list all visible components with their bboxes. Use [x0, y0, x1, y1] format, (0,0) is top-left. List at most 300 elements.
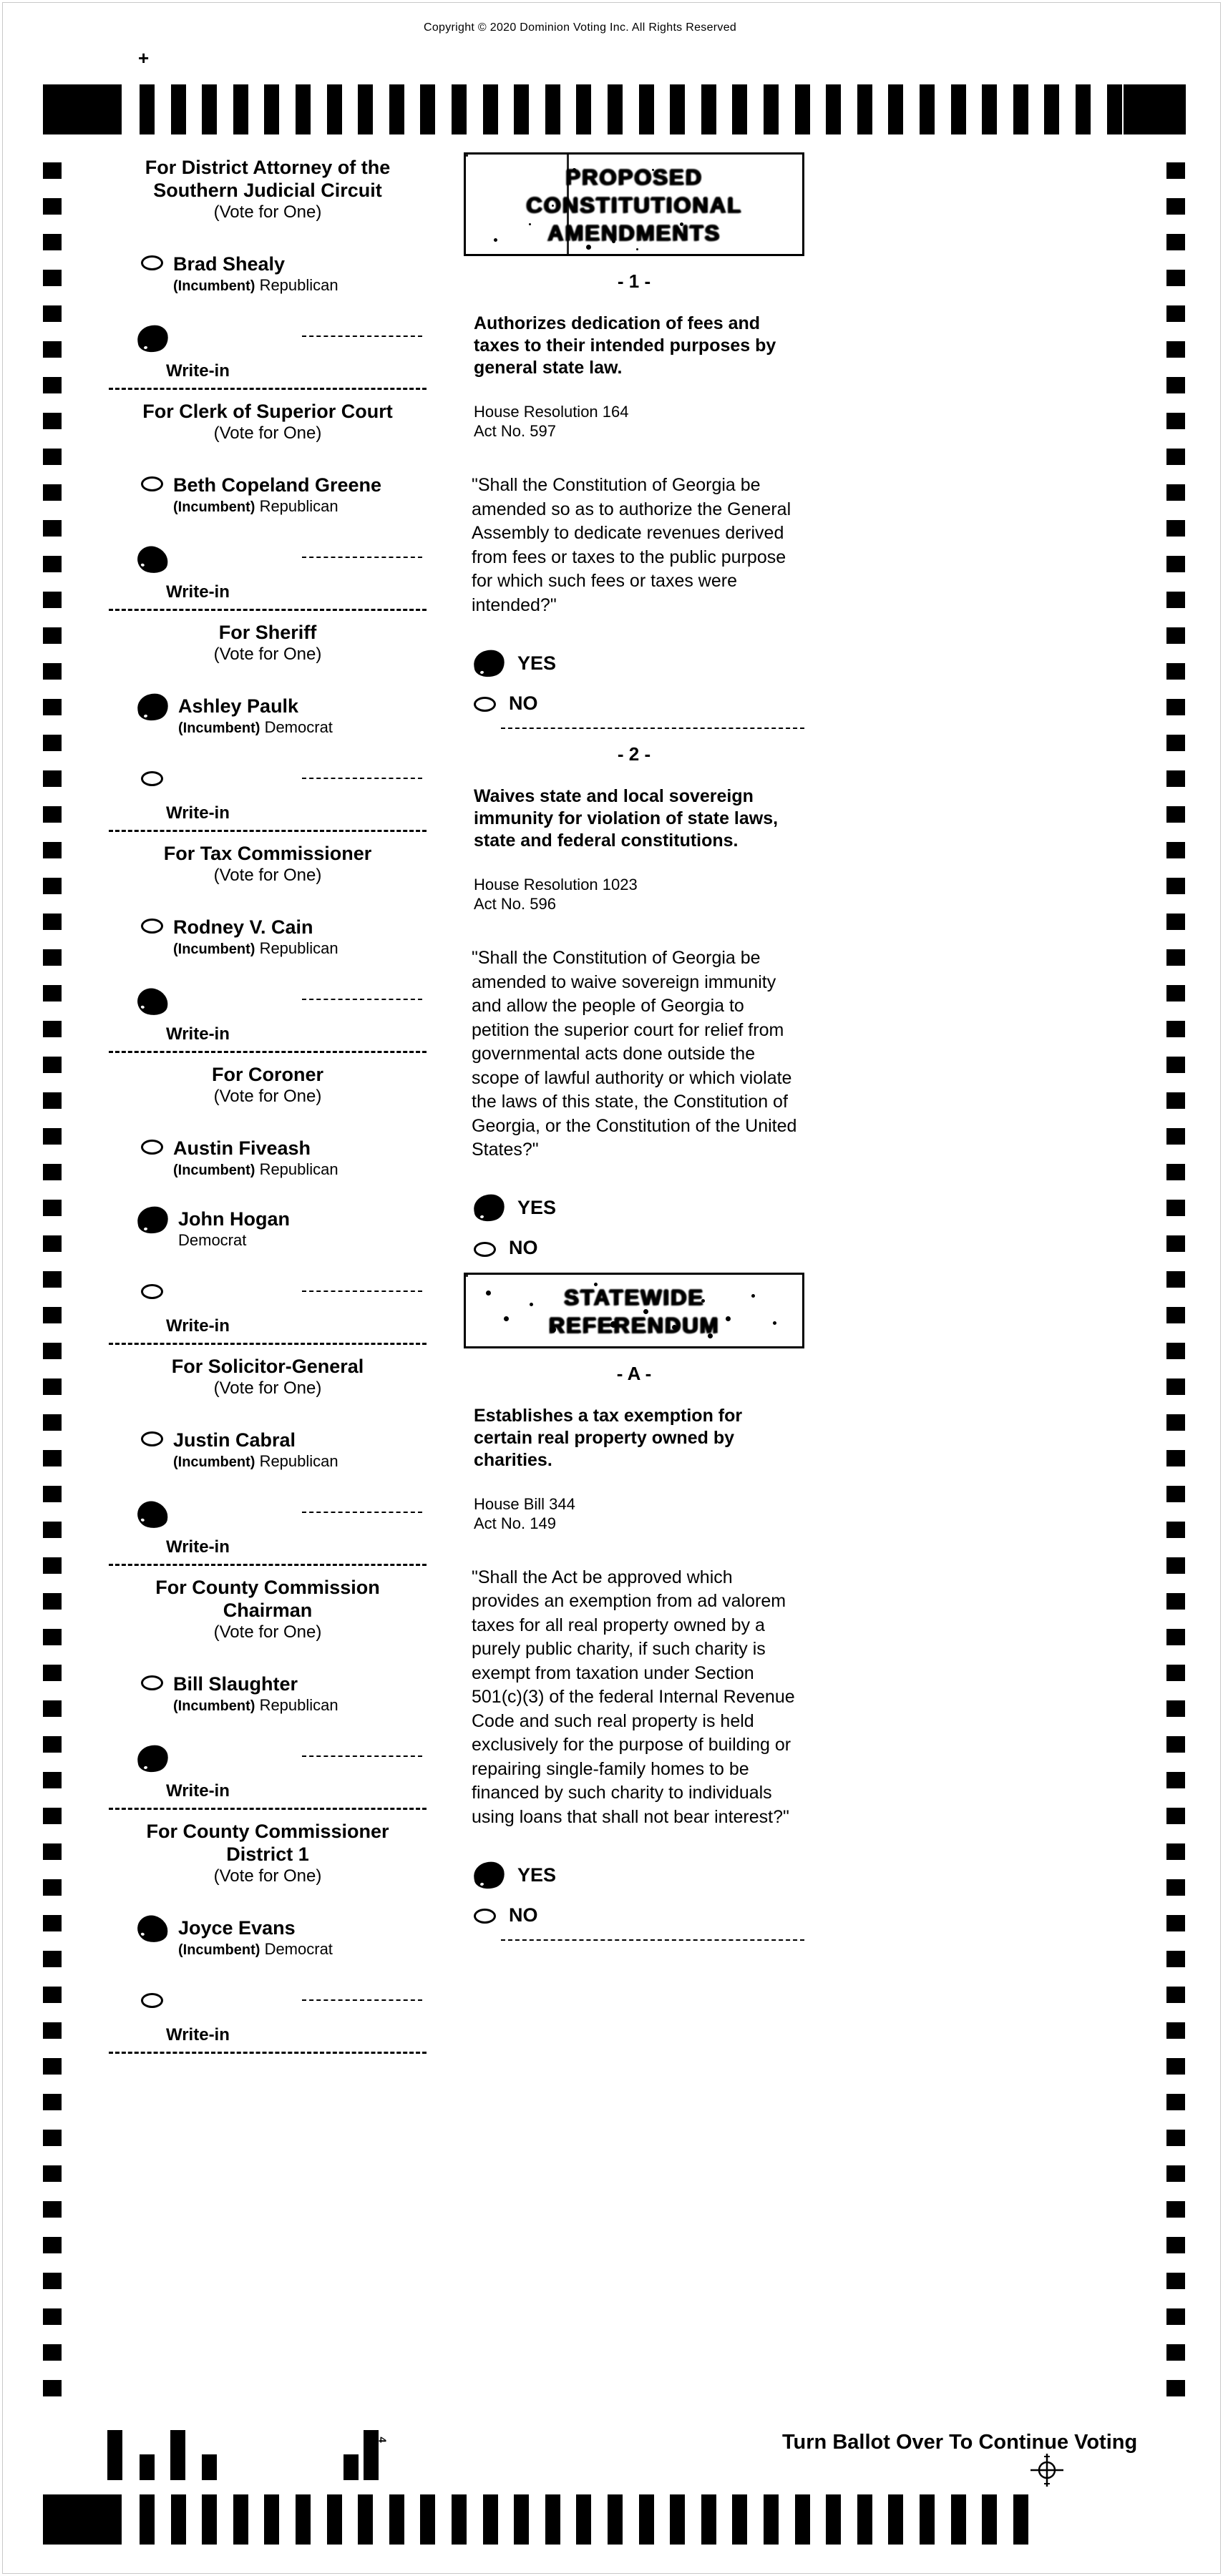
- timing-mark-bottom: [920, 2494, 935, 2545]
- candidate-bubble[interactable]: [141, 1675, 163, 1690]
- race-separator: [109, 609, 427, 611]
- race-separator: [109, 388, 427, 390]
- timing-mark-bottom: [951, 2494, 966, 2545]
- timing-mark-right: [1166, 1987, 1185, 2003]
- write-in-line[interactable]: [302, 778, 422, 779]
- timing-mark-right: [1166, 878, 1185, 894]
- timing-mark-top: [639, 84, 654, 134]
- measures-column: [464, 152, 804, 1942]
- timing-mark-left: [43, 1057, 62, 1073]
- timing-mark-left: [43, 1092, 62, 1109]
- candidate-bubble[interactable]: [141, 1431, 163, 1446]
- barcode-bar: [343, 2454, 359, 2480]
- timing-mark-right: [1166, 2344, 1185, 2361]
- timing-mark-top: [202, 84, 217, 134]
- text-line: Establishes a tax exemption for: [474, 1405, 743, 1426]
- incumbent-label: (Incumbent): [173, 499, 255, 515]
- candidate-party: [178, 1940, 333, 1959]
- timing-mark-right: [1166, 1486, 1185, 1502]
- candidate-info: [173, 1673, 338, 1715]
- timing-mark-left: [43, 2130, 62, 2146]
- referendum-header-box: [464, 1273, 804, 1348]
- candidate-info: [173, 253, 338, 295]
- yes-bubble[interactable]: [472, 1192, 507, 1224]
- no-bubble[interactable]: [474, 697, 496, 712]
- barcode-bar: [170, 2430, 185, 2480]
- candidate-name: Brad Shealy: [173, 253, 286, 275]
- candidate-name: Bill Slaughter: [173, 1673, 298, 1695]
- write-in-bubble[interactable]: [141, 771, 163, 786]
- timing-mark-left: [43, 1235, 62, 1252]
- candidate-bubble[interactable]: [135, 1912, 171, 1945]
- timing-mark-right: [1166, 484, 1185, 501]
- timing-mark-right: [1166, 592, 1185, 608]
- race-title: [114, 621, 421, 644]
- timing-mark-left: [43, 2308, 62, 2325]
- timing-mark-bottom: [608, 2494, 623, 2545]
- timing-mark-right: [1166, 1522, 1185, 1538]
- text-line: repairing single-family homes to be: [472, 1758, 749, 1779]
- write-in-label: Write-in: [166, 582, 230, 602]
- timing-mark-left: [43, 198, 62, 215]
- timing-mark-top: [670, 84, 685, 134]
- timing-mark-bottom: [795, 2494, 810, 2545]
- timing-mark-left: [43, 2165, 62, 2182]
- race-title: [114, 400, 421, 423]
- race-clerk-superior-court: [114, 400, 421, 611]
- candidate-row: [141, 695, 421, 738]
- timing-mark-right: [1166, 1736, 1185, 1753]
- timing-mark-left: [43, 377, 62, 393]
- write-in-bubble[interactable]: [141, 1284, 163, 1299]
- vote-for-instruction: (Vote for One): [213, 1622, 322, 1642]
- text-line: House Resolution 164: [474, 403, 629, 421]
- measure-references: [474, 875, 804, 914]
- timing-mark-right: [1166, 162, 1185, 179]
- text-line: provides an exemption from ad valorem: [472, 1591, 786, 1611]
- barcode-bar: [202, 2454, 217, 2480]
- timing-mark-left: [43, 162, 62, 179]
- write-in-label-row: [114, 1024, 421, 1046]
- timing-mark-right: [1166, 914, 1185, 930]
- timing-mark-top: [795, 84, 810, 134]
- candidate-info: [173, 1429, 338, 1471]
- race-tax-commissioner: [114, 842, 421, 1053]
- text-line: Georgia, or the Constitution of the United: [472, 1115, 797, 1136]
- timing-mark-right: [1166, 806, 1185, 823]
- timing-mark-left: [43, 449, 62, 465]
- no-row: [474, 1899, 804, 1931]
- barcode-digit: 4: [376, 2437, 389, 2443]
- candidate-party: [173, 497, 381, 516]
- timing-mark-right: [1166, 2273, 1185, 2289]
- race-county-commissioner-district-1: [114, 1820, 421, 2054]
- timing-mark-bottom: [764, 2494, 779, 2545]
- timing-mark-top: [389, 84, 404, 134]
- text-line: "Shall the Act be approved which: [472, 1567, 733, 1587]
- timing-mark-right: [1166, 1414, 1185, 1431]
- timing-mark-right: [1166, 1665, 1185, 1681]
- write-in-label: Write-in: [166, 1316, 230, 1336]
- timing-mark-bottom: [389, 2494, 404, 2545]
- write-in-row: [114, 545, 421, 579]
- timing-mark-right: [1166, 1092, 1185, 1109]
- candidate-bubble[interactable]: [141, 919, 163, 934]
- timing-mark-top: [701, 84, 716, 134]
- timing-mark-right: [1166, 627, 1185, 644]
- write-in-line[interactable]: [302, 1512, 422, 1513]
- timing-mark-left: [43, 949, 62, 966]
- candidate-bubble[interactable]: [135, 692, 170, 723]
- candidate-row: [141, 1208, 421, 1250]
- incumbent-label: (Incumbent): [173, 941, 255, 957]
- turn-ballot-over-label: Turn Ballot Over To Continue Voting: [782, 2431, 1138, 2454]
- candidate-info: [173, 474, 381, 516]
- candidate-name: Justin Cabral: [173, 1429, 296, 1451]
- candidate-row: [141, 474, 421, 516]
- timing-mark-right: [1166, 735, 1185, 751]
- text-line: Authorizes dedication of fees and: [474, 313, 761, 333]
- candidate-party: [173, 276, 338, 295]
- write-in-label: Write-in: [166, 1024, 230, 1044]
- timing-mark-left: [43, 842, 62, 858]
- candidate-info: [178, 1208, 290, 1250]
- no-label: NO: [509, 1904, 538, 1926]
- text-line: For Tax Commissioner: [163, 843, 372, 864]
- timing-mark-left: [43, 1164, 62, 1180]
- text-line: petition the superior court for relief from: [472, 1019, 784, 1040]
- timing-mark-right: [1166, 2237, 1185, 2253]
- text-line: and allow the people of Georgia to: [472, 996, 744, 1016]
- write-in-row: [114, 1744, 421, 1778]
- timing-mark-left: [43, 1128, 62, 1145]
- timing-mark-right: [1166, 949, 1185, 966]
- timing-mark-right: [1166, 1843, 1185, 1860]
- incumbent-label: (Incumbent): [173, 1698, 255, 1714]
- text-line: PROPOSED: [565, 165, 703, 190]
- text-line: Southern Judicial Circuit: [153, 180, 382, 201]
- candidate-row: [141, 1137, 421, 1180]
- timing-mark-top: [171, 84, 186, 134]
- timing-mark-bottom: [701, 2494, 716, 2545]
- timing-mark-right: [1166, 1235, 1185, 1252]
- timing-mark-left: [43, 1450, 62, 1466]
- timing-mark-bottom: [732, 2494, 747, 2545]
- measure-number: - A -: [616, 1362, 652, 1384]
- write-in-bubble[interactable]: [135, 323, 170, 355]
- vote-for-instruction: (Vote for One): [213, 1087, 322, 1106]
- timing-mark-left: [43, 1200, 62, 1216]
- text-line: state and federal constitutions.: [474, 831, 739, 851]
- timing-mark-top: [888, 84, 903, 134]
- write-in-row: [114, 1988, 421, 2022]
- candidate-party: [178, 1231, 290, 1250]
- timing-mark-bottom: [233, 2494, 248, 2545]
- timing-mark-left: [43, 2273, 62, 2289]
- candidate-bubble[interactable]: [141, 1140, 163, 1155]
- candidate-info: [178, 1917, 333, 1959]
- race-separator: [109, 2052, 427, 2054]
- write-in-label-row: [114, 582, 421, 604]
- timing-mark-right: [1166, 1700, 1185, 1717]
- text-line: certain real property owned by: [474, 1427, 734, 1448]
- timing-mark-bottom: [452, 2494, 467, 2545]
- timing-mark-right: [1166, 1879, 1185, 1896]
- barcode-bar: [107, 2430, 122, 2480]
- write-in-label: Write-in: [166, 2025, 230, 2044]
- write-in-bubble[interactable]: [141, 1993, 163, 2008]
- candidate-row: [141, 1429, 421, 1471]
- measure-question: [472, 946, 804, 1162]
- no-bubble[interactable]: [474, 1242, 496, 1257]
- measure-references: [474, 402, 804, 441]
- text-line: from fees or taxes to the public purpose: [472, 547, 786, 567]
- timing-mark-left: [43, 1808, 62, 1824]
- amendments-header-box: [464, 152, 804, 256]
- race-separator: [109, 1564, 427, 1566]
- timing-mark-right: [1166, 341, 1185, 358]
- measure-references: [474, 1494, 804, 1533]
- measure-amendment-2: [464, 743, 804, 1264]
- timing-mark-right: [1166, 2130, 1185, 2146]
- no-bubble[interactable]: [474, 1909, 496, 1924]
- write-in-bubble[interactable]: [135, 1498, 171, 1531]
- text-line: "Shall the Constitution of Georgia be: [472, 475, 761, 495]
- candidate-party: [173, 1160, 338, 1180]
- timing-mark-top: [732, 84, 747, 134]
- candidate-bubble[interactable]: [135, 1205, 170, 1236]
- measure-separator: [501, 1939, 804, 1941]
- barcode-bar: [140, 2454, 155, 2480]
- write-in-bubble[interactable]: [135, 1743, 170, 1775]
- timing-mark-left: [43, 735, 62, 751]
- race-title: [114, 1355, 421, 1378]
- no-label: NO: [509, 1237, 538, 1258]
- write-in-line[interactable]: [302, 557, 422, 558]
- timing-mark-left: [43, 1021, 62, 1037]
- yes-label: YES: [517, 1197, 557, 1218]
- write-in-bubble[interactable]: [135, 543, 171, 576]
- incumbent-label: (Incumbent): [173, 1454, 255, 1470]
- text-line: general state law.: [474, 358, 623, 378]
- timing-mark-left: [43, 556, 62, 572]
- timing-mark-right: [1166, 1629, 1185, 1645]
- timing-mark-right: [1166, 1057, 1185, 1073]
- timing-mark-right: [1166, 1343, 1185, 1359]
- timing-mark-right: [1166, 2165, 1185, 2182]
- candidate-info: [173, 916, 338, 959]
- timing-mark-top: [545, 84, 560, 134]
- incumbent-label: (Incumbent): [173, 1162, 255, 1178]
- write-in-row: [114, 987, 421, 1022]
- measure-number: - 2 -: [617, 743, 651, 765]
- timing-mark-right: [1166, 413, 1185, 429]
- candidate-row: [141, 916, 421, 959]
- timing-mark-right: [1166, 1021, 1185, 1037]
- no-row: [474, 1233, 804, 1264]
- candidate-name: Austin Fiveash: [173, 1137, 311, 1159]
- timing-mark-right: [1166, 1271, 1185, 1288]
- text-line: amended to waive sovereign immunity: [472, 971, 776, 992]
- timing-mark-top: [296, 84, 311, 134]
- text-line: For Coroner: [211, 1064, 323, 1085]
- timing-mark-left: [43, 914, 62, 930]
- candidate-name: John Hogan: [178, 1208, 290, 1230]
- yes-bubble[interactable]: [472, 1859, 507, 1891]
- write-in-line[interactable]: [302, 336, 422, 337]
- timing-mark-right: [1166, 1200, 1185, 1216]
- text-line: AMENDMENTS: [547, 220, 721, 245]
- text-line: STATEWIDE: [564, 1284, 704, 1310]
- text-line: taxes to their intended purposes by: [474, 336, 776, 356]
- timing-mark-top: [826, 84, 841, 134]
- text-line: REFERENDUM: [548, 1312, 720, 1338]
- timing-mark-bottom: [982, 2494, 997, 2545]
- write-in-line[interactable]: [302, 1291, 422, 1292]
- timing-mark-right: [1166, 520, 1185, 537]
- write-in-label-row: [114, 803, 421, 825]
- timing-mark-top: [920, 84, 935, 134]
- timing-mark-left: [43, 2344, 62, 2361]
- write-in-label-row: [114, 1537, 421, 1559]
- timing-mark-bottom: [202, 2494, 217, 2545]
- write-in-row: [114, 324, 421, 358]
- measure-separator: [501, 728, 804, 729]
- scan-speckles: [466, 1275, 468, 1277]
- text-line: Code and such real property is held: [472, 1710, 754, 1731]
- timing-mark-left: [43, 270, 62, 286]
- timing-mark-left: [43, 234, 62, 250]
- races-column: [114, 156, 421, 2064]
- race-separator: [109, 1808, 427, 1810]
- candidate-row: [141, 1673, 421, 1715]
- timing-mark-right: [1166, 2022, 1185, 2039]
- timing-mark-right: [1166, 663, 1185, 680]
- timing-mark-top: [327, 84, 342, 134]
- text-line: using loans that shall not bear interest?": [472, 1806, 789, 1827]
- write-in-bubble[interactable]: [135, 985, 171, 1018]
- write-in-line[interactable]: [302, 1999, 422, 2001]
- candidate-bubble[interactable]: [141, 476, 163, 491]
- text-line: House Bill 344: [474, 1494, 575, 1513]
- timing-mark-bottom: [264, 2494, 279, 2545]
- timing-corner-bottom-left: [43, 2494, 122, 2545]
- timing-mark-left: [43, 2022, 62, 2039]
- timing-mark-right: [1166, 1307, 1185, 1323]
- registration-plus-mark: +: [138, 47, 150, 69]
- text-line: District 1: [226, 1843, 309, 1865]
- timing-mark-right: [1166, 2308, 1185, 2325]
- text-line: charities.: [474, 1449, 552, 1470]
- timing-mark-left: [43, 1987, 62, 2003]
- candidate-row: [141, 253, 421, 295]
- timing-mark-left: [43, 1271, 62, 1288]
- timing-mark-right: [1166, 2380, 1185, 2396]
- measure-number: - 1 -: [617, 270, 651, 292]
- text-line: For Solicitor-General: [171, 1356, 364, 1377]
- write-in-label-row: [114, 361, 421, 383]
- timing-mark-right: [1166, 1951, 1185, 1967]
- timing-mark-right: [1166, 1450, 1185, 1466]
- candidate-party: [173, 1452, 338, 1471]
- timing-mark-left: [43, 1522, 62, 1538]
- timing-mark-left: [43, 484, 62, 501]
- timing-corner-top-left: [43, 84, 122, 134]
- race-coroner: [114, 1063, 421, 1345]
- timing-mark-left: [43, 1486, 62, 1502]
- text-line: CONSTITUTIONAL: [526, 192, 742, 217]
- timing-mark-top: [452, 84, 467, 134]
- timing-mark-top: [140, 84, 155, 134]
- timing-mark-bottom: [420, 2494, 435, 2545]
- party-label: Democrat: [264, 1940, 333, 1958]
- timing-mark-left: [43, 878, 62, 894]
- timing-mark-bottom: [171, 2494, 186, 2545]
- timing-mark-left: [43, 1307, 62, 1323]
- text-line: taxes for all real property owned by a: [472, 1615, 765, 1635]
- text-line: Act No. 596: [474, 895, 556, 913]
- timing-mark-left: [43, 2380, 62, 2396]
- yes-row: [474, 647, 804, 679]
- referendum-header-title: [466, 1283, 802, 1339]
- write-in-label: Write-in: [166, 803, 230, 823]
- timing-mark-left: [43, 1557, 62, 1574]
- timing-mark-top: [608, 84, 623, 134]
- timing-mark-top: [982, 84, 997, 134]
- scan-speckles: [466, 155, 468, 157]
- timing-mark-right: [1166, 556, 1185, 572]
- measure-referendum-a: [464, 1363, 804, 1941]
- text-line: House Resolution 1023: [474, 876, 638, 893]
- timing-mark-left: [43, 520, 62, 537]
- timing-mark-right: [1166, 449, 1185, 465]
- timing-mark-top: [264, 84, 279, 134]
- timing-mark-left: [43, 2094, 62, 2110]
- text-line: financed by such charity to individuals: [472, 1783, 772, 1803]
- timing-mark-left: [43, 2058, 62, 2075]
- yes-row: [474, 1192, 804, 1224]
- text-line: For Sheriff: [218, 622, 317, 643]
- candidate-party: [178, 718, 333, 738]
- party-label: Republican: [259, 1160, 338, 1178]
- write-in-label-row: [114, 1316, 421, 1338]
- incumbent-label: (Incumbent): [178, 720, 260, 736]
- text-line: for which such fees or taxes were: [472, 571, 737, 591]
- write-in-label: Write-in: [166, 1781, 230, 1801]
- text-line: amended so as to authorize the General: [472, 499, 791, 519]
- write-in-row: [114, 766, 421, 800]
- timing-mark-left: [43, 1736, 62, 1753]
- timing-mark-bottom: [670, 2494, 685, 2545]
- candidate-info: [178, 695, 333, 738]
- party-label: Democrat: [264, 718, 333, 736]
- no-label: NO: [509, 692, 538, 714]
- yes-label: YES: [517, 652, 557, 674]
- write-in-row: [114, 1500, 421, 1534]
- write-in-line[interactable]: [302, 1755, 422, 1757]
- write-in-line[interactable]: [302, 999, 422, 1000]
- timing-mark-bottom: [888, 2494, 903, 2545]
- yes-bubble[interactable]: [472, 647, 507, 679]
- vote-for-instruction: (Vote for One): [213, 1866, 322, 1886]
- timing-mark-left: [43, 1414, 62, 1431]
- timing-mark-right: [1166, 1128, 1185, 1145]
- incumbent-label: (Incumbent): [173, 278, 255, 294]
- race-separator: [109, 1051, 427, 1053]
- timing-mark-bottom: [1013, 2494, 1028, 2545]
- candidate-bubble[interactable]: [141, 255, 163, 270]
- text-line: purely public charity, if such charity is: [472, 1639, 766, 1659]
